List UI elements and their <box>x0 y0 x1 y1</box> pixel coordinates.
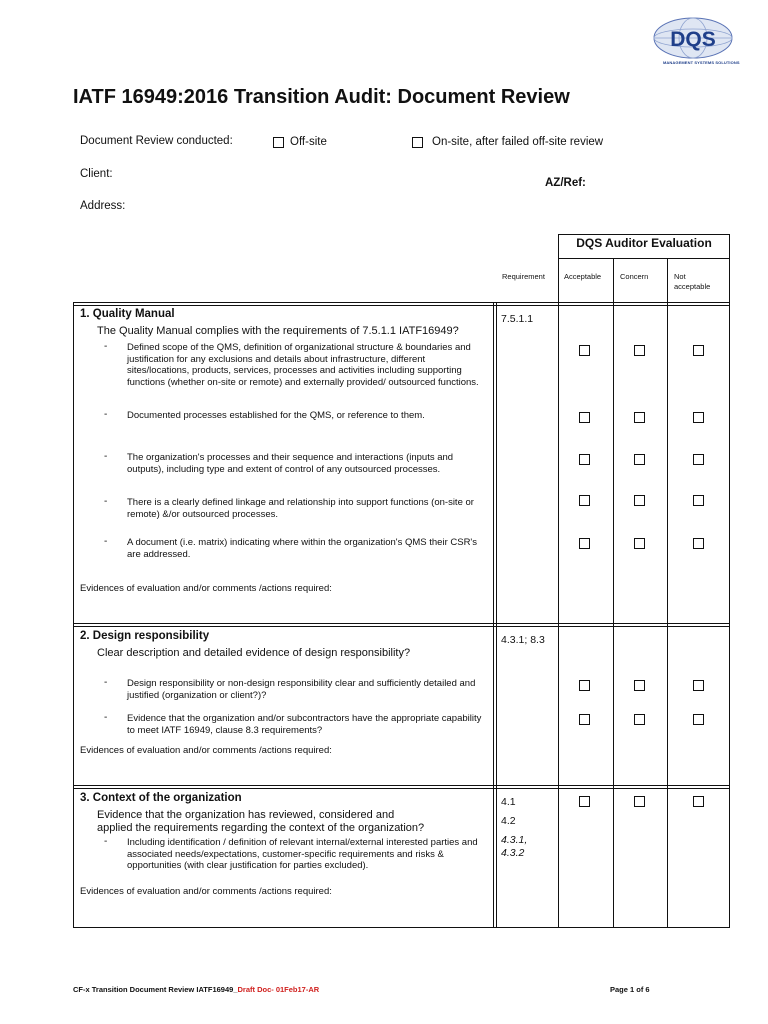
section-3-requirement-1: 4.1 <box>501 796 516 808</box>
bullet-dash: - <box>104 712 108 723</box>
table-divider <box>667 302 668 928</box>
s1-item4-not-acceptable-checkbox[interactable] <box>693 495 704 506</box>
s3-item1-not-acceptable-checkbox[interactable] <box>693 796 704 807</box>
s1-item1-concern-checkbox[interactable] <box>634 345 645 356</box>
s1-item2-not-acceptable-checkbox[interactable] <box>693 412 704 423</box>
s3-item1-concern-checkbox[interactable] <box>634 796 645 807</box>
section-2-evidence: Evidences of evaluation and/or comments /actions required: <box>80 745 332 756</box>
bullet-dash: - <box>104 341 108 352</box>
s2-item1-concern-checkbox[interactable] <box>634 680 645 691</box>
s1-item1-acceptable-checkbox[interactable] <box>579 345 590 356</box>
section-1-item-3: The organization's processes and their sequence and interactions (inputs and outputs), including type and extent of control of any outsourced processes. <box>127 452 454 475</box>
section-2-description: Clear description and detailed evidence of design responsibility? <box>97 647 411 659</box>
section-3-evidence: Evidences of evaluation and/or comments /actions required: <box>80 886 332 897</box>
table-divider <box>73 623 730 624</box>
bullet-dash: - <box>104 409 108 420</box>
bullet-dash: - <box>104 536 108 547</box>
section-2-item-1: Design responsibility or non-design responsibility clear and sufficiently detailed and justified (organization or client?)? <box>127 678 476 701</box>
page-title: IATF 16949:2016 Transition Audit: Document Review <box>73 86 570 108</box>
evaluation-header-title: DQS Auditor Evaluation <box>576 236 712 250</box>
azref-label: AZ/Ref: <box>545 177 586 189</box>
s1-item2-concern-checkbox[interactable] <box>634 412 645 423</box>
s2-item1-not-acceptable-checkbox[interactable] <box>693 680 704 691</box>
section-1-title: 1. Quality Manual <box>80 308 175 320</box>
onsite-label: On-site, after failed off-site review <box>432 136 604 148</box>
table-divider <box>73 785 730 786</box>
col-concern: Concern <box>620 272 649 281</box>
bullet-dash: - <box>104 677 108 688</box>
logo-letters: DQS <box>670 28 716 51</box>
section-3-requirement-4: 4.3.2 <box>501 847 525 859</box>
footer-page-number: Page 1 of 6 <box>610 985 650 994</box>
s2-item2-acceptable-checkbox[interactable] <box>579 714 590 725</box>
bullet-dash: - <box>104 836 108 847</box>
s2-item2-not-acceptable-checkbox[interactable] <box>693 714 704 725</box>
s3-item1-acceptable-checkbox[interactable] <box>579 796 590 807</box>
s1-item5-concern-checkbox[interactable] <box>634 538 645 549</box>
section-2-item-2: Evidence that the organization and/or subcontractors have the appropriate capability to meet IATF 16949, clause 8.3 requirements? <box>127 713 482 736</box>
col-not-acceptable-line1: Not <box>674 272 686 281</box>
footer-doc-name: CF-x Transition Document Review IATF16949_ <box>73 985 238 994</box>
hdr-divider <box>667 258 668 302</box>
table-divider <box>496 302 497 928</box>
hdr-divider <box>613 258 614 302</box>
section-1-item-1: Defined scope of the QMS, definition of organizational structure & boundaries and justification for any exclusions and details about infrastructure, different sites/locations, products, services, processes and activities including supporting functions (whether on-site or remote) and externally provided/ outsourced functions. <box>127 342 479 388</box>
hdr-divider <box>558 258 730 259</box>
col-acceptable: Acceptable <box>564 272 602 281</box>
address-label: Address: <box>80 200 126 212</box>
table-divider <box>493 302 494 928</box>
section-1-description: The Quality Manual complies with the requirements of 7.5.1.1 IATF16949? <box>97 325 459 337</box>
section-2-requirement: 4.3.1; 8.3 <box>501 634 545 646</box>
footer-document-name <box>73 985 319 994</box>
bullet-dash: - <box>104 496 108 507</box>
col-not-acceptable-line2: acceptable <box>674 282 711 291</box>
bullet-dash: - <box>104 451 108 462</box>
s2-item1-acceptable-checkbox[interactable] <box>579 680 590 691</box>
s1-item3-not-acceptable-checkbox[interactable] <box>693 454 704 465</box>
conducted-label: Document Review conducted: <box>80 135 233 147</box>
table-divider <box>558 302 559 928</box>
dqs-logo <box>652 16 740 68</box>
section-1-item-2: Documented processes established for the QMS, or reference to them. <box>127 410 425 421</box>
section-3-requirement-2: 4.2 <box>501 815 516 827</box>
table-divider <box>613 302 614 928</box>
s1-item1-not-acceptable-checkbox[interactable] <box>693 345 704 356</box>
s1-item3-concern-checkbox[interactable] <box>634 454 645 465</box>
table-divider <box>73 788 730 789</box>
globe-logo-icon <box>652 16 734 60</box>
s1-item5-acceptable-checkbox[interactable] <box>579 538 590 549</box>
offsite-checkbox[interactable] <box>273 137 284 148</box>
s1-item4-concern-checkbox[interactable] <box>634 495 645 506</box>
s1-item4-acceptable-checkbox[interactable] <box>579 495 590 506</box>
section-1-evidence: Evidences of evaluation and/or comments /actions required: <box>80 583 332 594</box>
section-3-item-1: Including identification / definition of relevant internal/external interested parties and associated needs/expectations, customer-specific requirements and risks & opportunities (with clear justification for parties excluded). <box>127 837 478 871</box>
section-1-item-4: There is a clearly defined linkage and relationship into support functions (on-site or remote) &/or outsourced processes. <box>127 497 474 520</box>
onsite-checkbox[interactable] <box>412 137 423 148</box>
s1-item3-acceptable-checkbox[interactable] <box>579 454 590 465</box>
section-1-requirement: 7.5.1.1 <box>501 313 534 325</box>
table-divider <box>73 305 730 306</box>
section-2-title: 2. Design responsibility <box>80 630 210 642</box>
logo-tagline: MANAGEMENT SYSTEMS SOLUTIONS <box>663 60 740 65</box>
s1-item2-acceptable-checkbox[interactable] <box>579 412 590 423</box>
footer-draft-label: Draft Doc- 01Feb17-AR <box>237 985 320 994</box>
section-3-description: Evidence that the organization has reviewed, considered and applied the requirements regarding the context of the organization? <box>97 809 425 834</box>
section-1-item-5: A document (i.e. matrix) indicating where within the organization's QMS their CSR's are addressed. <box>127 537 477 560</box>
offsite-label: Off-site <box>290 136 327 148</box>
s1-item5-not-acceptable-checkbox[interactable] <box>693 538 704 549</box>
client-label: Client: <box>80 168 113 180</box>
section-3-requirement-3: 4.3.1, <box>501 834 528 846</box>
s2-item2-concern-checkbox[interactable] <box>634 714 645 725</box>
table-divider <box>73 626 730 627</box>
col-requirement: Requirement <box>502 272 545 281</box>
section-3-title: 3. Context of the organization <box>80 792 242 804</box>
